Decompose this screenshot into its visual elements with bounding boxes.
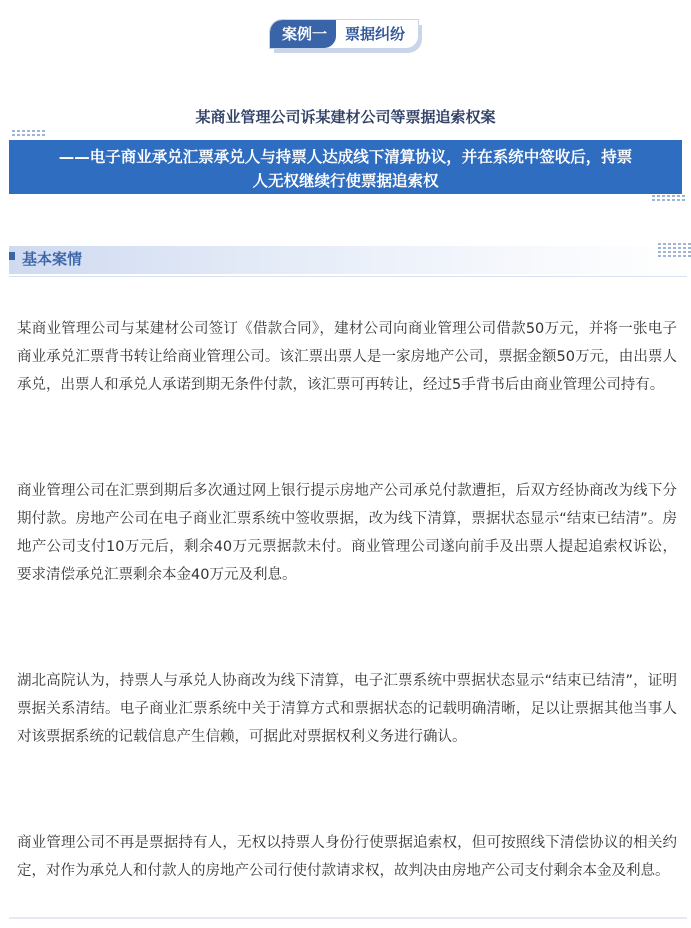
paragraph-4: 商业管理公司不再是票据持有人，无权以持票人身份行使票据追索权，但可按照线下清偿协议的相关约定，对作为承兑人和付款人的房地产公司行使付款请求权，故判决由房地产公司支付剩余本金及利息。 bbox=[17, 835, 677, 879]
subtitle-line-2: 人无权继续行使票据追索权 bbox=[252, 172, 439, 190]
decorative-dots-section bbox=[658, 243, 691, 257]
section-divider bbox=[9, 276, 687, 277]
decorative-dots-top-left bbox=[12, 130, 45, 136]
bottom-divider bbox=[9, 917, 687, 919]
subtitle-line-1: ——电子商业承兑汇票承兑人与持票人达成线下清算协议，并在系统中签收后，持票 bbox=[58, 148, 633, 166]
section-marker-icon bbox=[9, 252, 15, 260]
badge-body bbox=[270, 20, 418, 48]
paragraph-3: 湖北高院认为，持票人与承兑人协商改为线下清算，电子汇票系统中票据状态显示“结束已结清”，证明票据关系清结。电子商业汇票系统中关于清算方式和票据状态的记载明确清晰，足以让票据其他当事人对该票据系统的记载信息产生信赖，可据此对票据权利义务进行确认。 bbox=[17, 673, 677, 745]
decorative-dots-bottom-right bbox=[652, 195, 685, 201]
badge-label: 案例一 bbox=[270, 20, 336, 48]
badge-topic: 票据纠纷 bbox=[345, 25, 406, 43]
case-badge bbox=[270, 20, 422, 50]
paragraph-2: 商业管理公司在汇票到期后多次通过网上银行提示房地产公司承兑付款遭拒，后双方经协商改为线下分期付款。房地产公司在电子商业汇票系统中签收票据，改为线下清算，票据状态显示“结束已结清”。房地产公司支付10万元后，剩余40万元票据款未付。商业管理公司遂向前手及出票人提起追索权诉讼，要求清偿承兑汇票剩余本金40万元及利息。 bbox=[17, 483, 677, 583]
section-header-bar bbox=[9, 246, 687, 274]
subtitle-banner bbox=[9, 140, 682, 194]
paragraph-1: 某商业管理公司与某建材公司签订《借款合同》，建材公司向商业管理公司借款50万元，并将一张电子商业承兑汇票背书转让给商业管理公司。该汇票出票人是一家房地产公司，票据金额50万元，由出票人承兑，出票人和承兑人承诺到期无条件付款，该汇票可再转让，经过5手背书后由商业管理公司持有。 bbox=[17, 321, 677, 393]
section-title: 基本案情 bbox=[22, 250, 83, 268]
case-title: 某商业管理公司诉某建材公司等票据追索权案 bbox=[195, 108, 496, 126]
